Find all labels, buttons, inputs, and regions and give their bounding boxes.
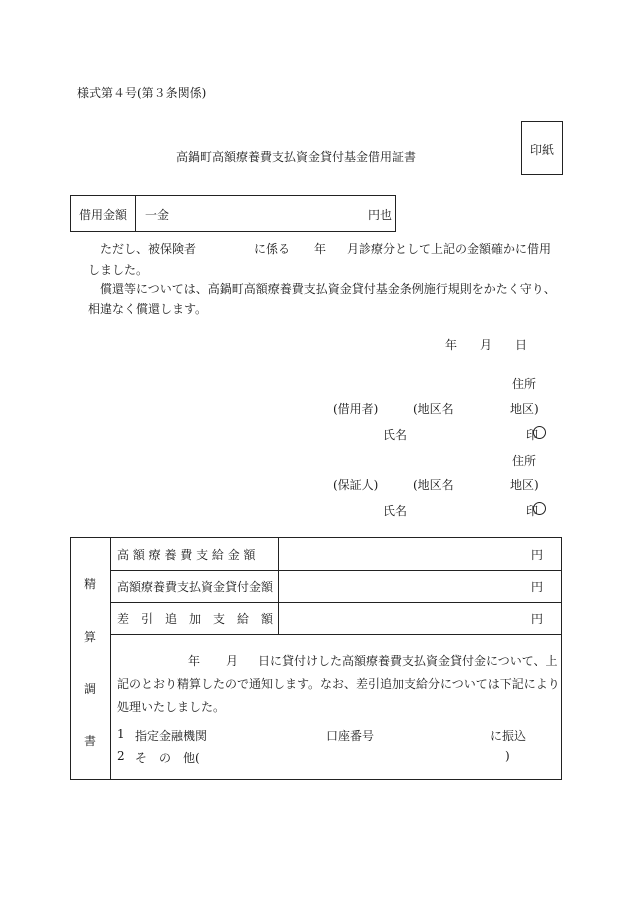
item-number: 1 <box>117 727 125 741</box>
borrower-district-open: (地区名 <box>413 402 454 416</box>
borrower-role: (借用者) <box>333 402 379 416</box>
guarantor-name-label: 氏名 <box>383 504 408 518</box>
guarantor-seal-label: 印 <box>526 504 539 518</box>
item-end: に振込 <box>490 729 527 743</box>
borrower-seal-label: 印 <box>526 428 539 442</box>
guarantor-district-open: (地区名 <box>413 478 454 492</box>
item-end: ) <box>505 749 510 763</box>
notice-year: 年 <box>188 654 201 668</box>
seal-circle-icon <box>533 502 546 515</box>
notice-month: 月 <box>226 654 239 668</box>
settlement-table <box>70 537 562 780</box>
seal-circle-icon <box>533 426 546 439</box>
borrower-name-label: 氏名 <box>383 428 408 442</box>
row-label: 高額療養費支払資金貸付金額 <box>117 580 274 594</box>
guarantor-role: (保証人) <box>333 478 379 492</box>
stamp-label: 印紙 <box>530 143 555 157</box>
date-day: 日 <box>515 338 528 352</box>
notice-line2: 記のとおり精算したので通知します。なお、差引追加支給分については下記により <box>117 677 560 691</box>
row-unit: 円 <box>531 548 544 562</box>
loan-suffix: 円也 <box>368 208 393 222</box>
form-number: 様式第４号(第３条関係) <box>77 86 207 100</box>
p1-concerning: に係る <box>254 242 291 256</box>
item-label: 指定金融機関 <box>135 729 208 743</box>
item-account: 口座番号 <box>326 729 375 743</box>
p1-month-text: 月診療分として上記の金額確かに借用 <box>347 242 552 256</box>
side-char: 調 <box>84 682 97 696</box>
revenue-stamp-box <box>521 121 563 175</box>
p2-line2: 相違なく償還します。 <box>88 302 208 316</box>
date-year: 年 <box>445 338 458 352</box>
p2-line1: 償還等については、高鍋町高額療養費支払資金貸付基金条例施行規則をかたく守り、 <box>100 282 556 296</box>
item-label: そ の 他( <box>135 751 200 765</box>
item-number: 2 <box>117 749 125 763</box>
notice-line1: 日に貸付けした高額療養費支払資金貸付金について、上 <box>258 654 558 668</box>
row-unit: 円 <box>531 580 544 594</box>
guarantor-address-label: 住所 <box>512 454 537 468</box>
row-label: 高 額 療 養 費 支 給 金 額 <box>117 548 256 562</box>
loan-amount-box <box>70 195 396 232</box>
side-char: 書 <box>84 734 97 748</box>
row-label: 差 引 追 加 支 給 額 <box>117 612 274 626</box>
borrower-district-close: 地区) <box>510 402 539 416</box>
date-month: 月 <box>480 338 493 352</box>
guarantor-district-close: 地区) <box>510 478 539 492</box>
p1-start: ただし、被保険者 <box>100 242 197 256</box>
notice-line3: 処理いたしました。 <box>117 700 226 714</box>
page-title: 高鍋町高額療養費支払資金貸付基金借用証書 <box>176 150 417 164</box>
side-char: 精 <box>84 577 97 591</box>
p1-cont: しました。 <box>88 263 149 277</box>
p1-year: 年 <box>314 242 327 256</box>
loan-label: 借用金額 <box>79 208 128 222</box>
borrower-address-label: 住所 <box>512 377 537 391</box>
row-unit: 円 <box>531 612 544 626</box>
loan-prefix: 一金 <box>145 208 170 222</box>
side-char: 算 <box>84 630 97 644</box>
